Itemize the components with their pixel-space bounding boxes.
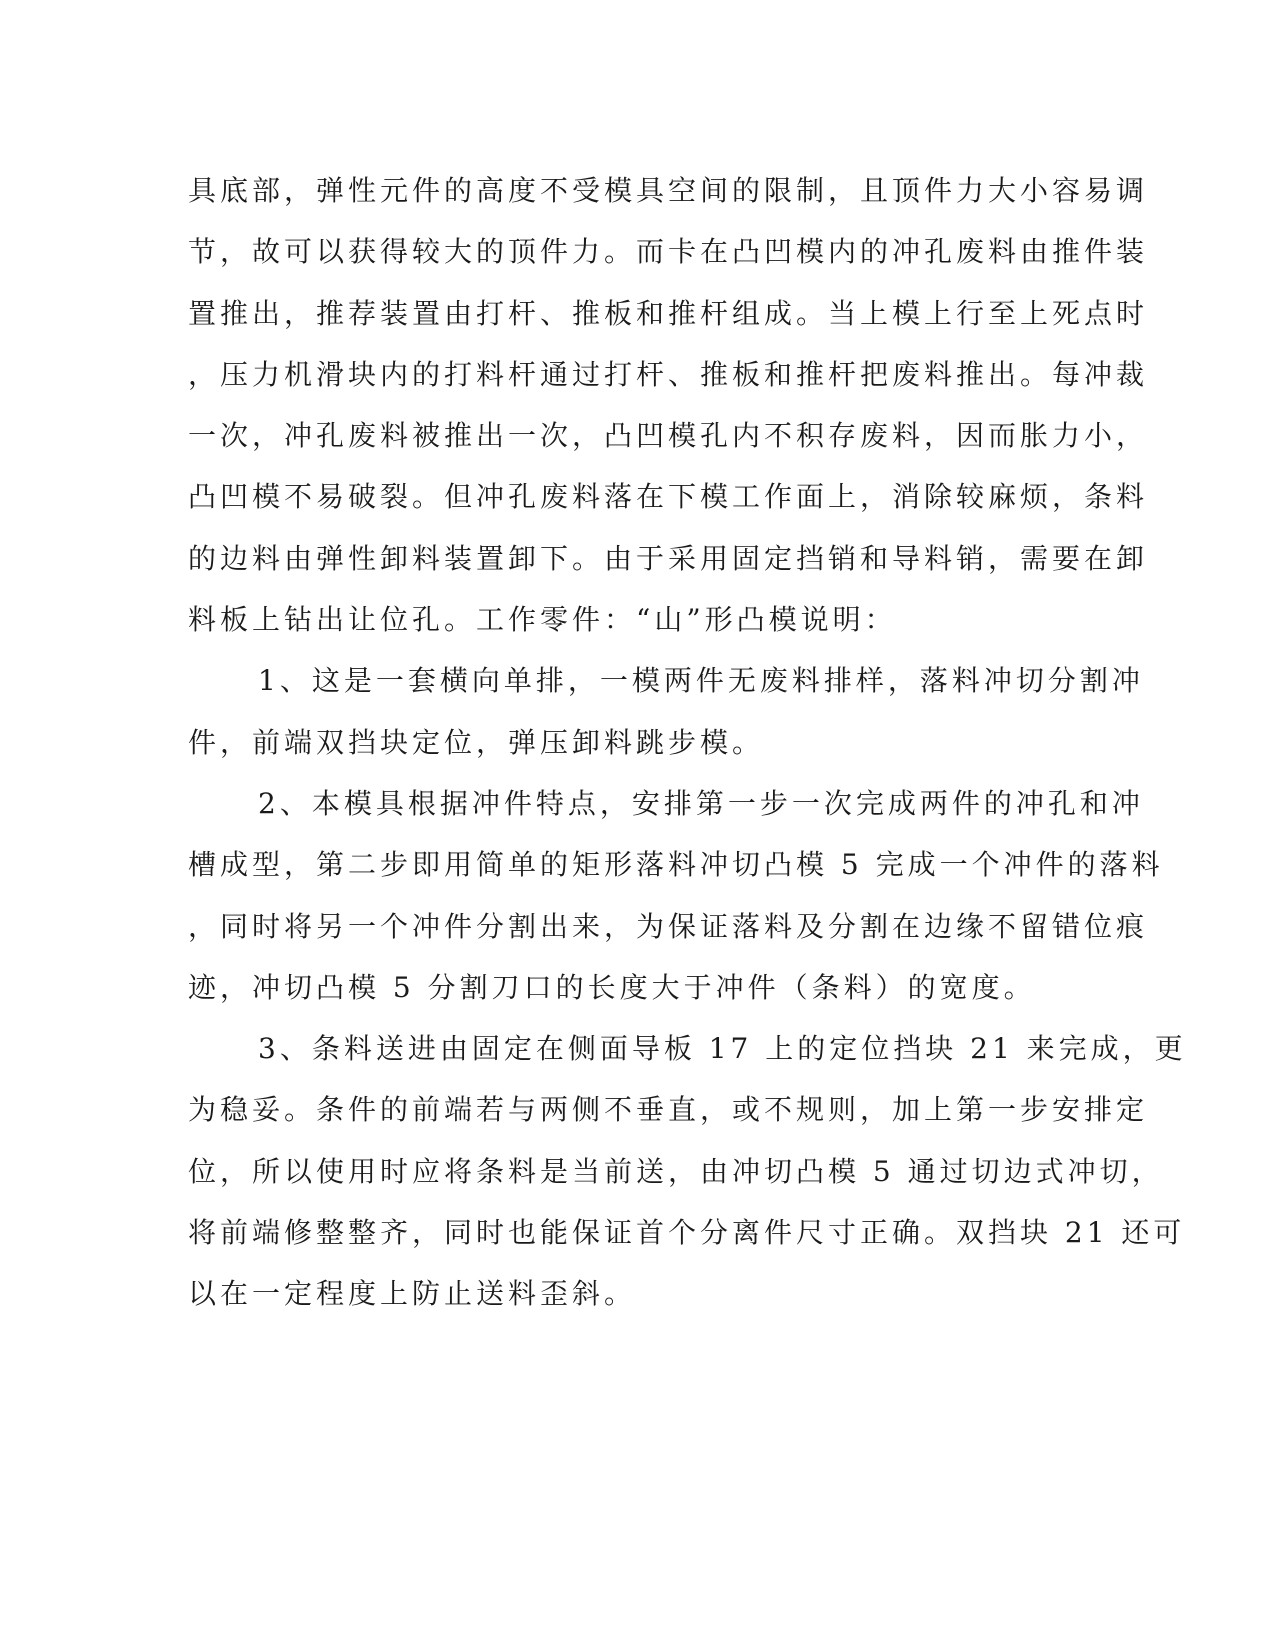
text-line: 迹，冲切凸模 5 分割刀口的长度大于冲件（条料）的宽度。 [188, 970, 1036, 1004]
text-line: 1、这是一套横向单排，一模两件无废料排样，落料冲切分割冲 [258, 664, 1144, 698]
text-line: 3、条料送进由固定在侧面导板 17 上的定位挡块 21 来完成，更 [258, 1032, 1187, 1066]
text-line: ，压力机滑块内的打料杆通过打杆、推板和推杆把废料推出。每冲裁 [188, 357, 1149, 391]
text-line: 置推出，推荐装置由打杆、推板和推杆组成。当上模上行至上死点时 [188, 296, 1149, 330]
text-line: 节，故可以获得较大的顶件力。而卡在凸凹模内的冲孔废料由推件装 [188, 235, 1149, 269]
text-line: 凸凹模不易破裂。但冲孔废料落在下模工作面上，消除较麻烦，条料 [188, 480, 1149, 514]
text-line: 槽成型，第二步即用简单的矩形落料冲切凸模 5 完成一个冲件的落料 [188, 848, 1164, 882]
text-line: 2、本模具根据冲件特点，安排第一步一次完成两件的冲孔和冲 [258, 786, 1144, 820]
text-line: 位，所以使用时应将条料是当前送，由冲切凸模 5 通过切边式冲切， [188, 1154, 1164, 1188]
text-line: 料板上钻出让位孔。工作零件：“山”形凸模说明： [188, 603, 897, 637]
text-line: ，同时将另一个冲件分割出来，为保证落料及分割在边缘不留错位痕 [188, 909, 1149, 943]
text-line: 具底部，弹性元件的高度不受模具空间的限制，且顶件力大小容易调 [188, 174, 1149, 207]
text-line: 一次，冲孔废料被推出一次，凸凹模孔内不积存废料，因而胀力小， [188, 419, 1149, 453]
text-line: 为稳妥。条件的前端若与两侧不垂直，或不规则，加上第一步安排定 [188, 1093, 1149, 1127]
body-text [188, 160, 1187, 1325]
text-line: 以在一定程度上防止送料歪斜。 [188, 1277, 637, 1311]
text-line: 的边料由弹性卸料装置卸下。由于采用固定挡销和导料销，需要在卸 [188, 541, 1149, 575]
text-line: 件，前端双挡块定位，弹压卸料跳步模。 [188, 725, 765, 759]
text-line: 将前端修整整齐，同时也能保证首个分离件尺寸正确。双挡块 21 还可 [188, 1216, 1186, 1250]
